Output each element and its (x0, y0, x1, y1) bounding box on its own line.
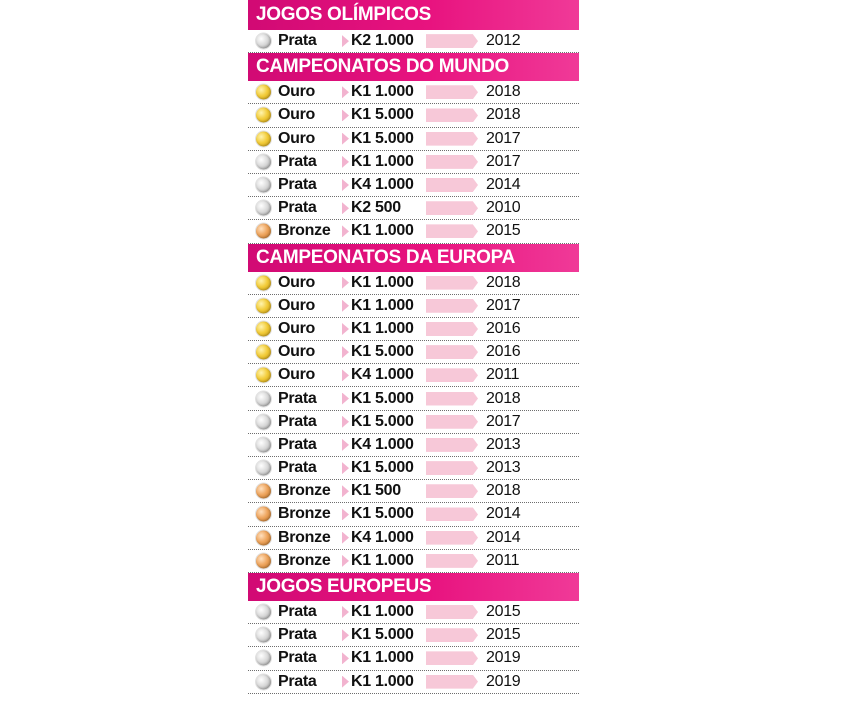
event-name: K1 1.000 (351, 603, 414, 621)
decorative-bar (426, 108, 478, 122)
bronze-medal-icon (256, 224, 271, 239)
year: 2015 (486, 603, 521, 621)
year: 2019 (486, 649, 521, 667)
ouro-medal-icon (256, 275, 271, 290)
arrow-icon (342, 156, 349, 168)
decorative-bar (426, 438, 478, 452)
event-name: K1 5.000 (351, 459, 414, 477)
arrow-icon (342, 508, 349, 520)
event-name: K1 5.000 (351, 129, 414, 147)
event-name: K1 1.000 (351, 672, 414, 690)
prata-medal-icon (256, 651, 271, 666)
medal-type: Prata (278, 389, 317, 407)
decorative-bar (426, 628, 478, 642)
year: 2018 (486, 389, 521, 407)
medal-table (248, 0, 579, 694)
year: 2015 (486, 222, 521, 240)
prata-medal-icon (256, 178, 271, 193)
medal-type: Prata (278, 152, 317, 170)
medal-type: Prata (278, 412, 317, 430)
year: 2018 (486, 482, 521, 500)
decorative-bar (426, 276, 478, 290)
prata-medal-icon (256, 154, 271, 169)
year: 2016 (486, 319, 521, 337)
prata-medal-icon (256, 201, 271, 216)
medal-type: Prata (278, 626, 317, 644)
arrow-icon (342, 532, 349, 544)
medal-row (248, 272, 579, 295)
event-name: K1 5.000 (351, 343, 414, 361)
arrow-icon (342, 629, 349, 641)
year: 2013 (486, 435, 521, 453)
event-name: K4 1.000 (351, 366, 414, 384)
year: 2017 (486, 129, 521, 147)
ouro-medal-icon (256, 85, 271, 100)
arrow-icon (342, 462, 349, 474)
year: 2014 (486, 528, 521, 546)
medal-type: Bronze (278, 528, 331, 546)
year: 2014 (486, 505, 521, 523)
event-name: K4 1.000 (351, 435, 414, 453)
medal-row (248, 197, 579, 220)
medal-row (248, 151, 579, 174)
medal-type: Prata (278, 435, 317, 453)
medal-row (248, 128, 579, 151)
event-name: K1 5.000 (351, 106, 414, 124)
medal-type: Bronze (278, 505, 331, 523)
medal-type: Prata (278, 199, 317, 217)
year: 2015 (486, 626, 521, 644)
year: 2017 (486, 412, 521, 430)
medal-row (248, 601, 579, 624)
year: 2012 (486, 32, 521, 50)
year: 2018 (486, 83, 521, 101)
decorative-bar (426, 554, 478, 568)
medal-type: Bronze (278, 222, 331, 240)
decorative-bar (426, 484, 478, 498)
prata-medal-icon (256, 391, 271, 406)
event-name: K1 1.000 (351, 296, 414, 314)
year: 2018 (486, 106, 521, 124)
year: 2019 (486, 672, 521, 690)
section-header: JOGOS EUROPEUS (248, 573, 579, 601)
medal-row (248, 174, 579, 197)
year: 2018 (486, 273, 521, 291)
prata-medal-icon (256, 34, 271, 49)
event-name: K1 1.000 (351, 83, 414, 101)
prata-medal-icon (256, 674, 271, 689)
event-name: K1 5.000 (351, 412, 414, 430)
prata-medal-icon (256, 628, 271, 643)
event-name: K1 1.000 (351, 649, 414, 667)
decorative-bar (426, 675, 478, 689)
medal-type: Prata (278, 603, 317, 621)
medal-type: Ouro (278, 366, 316, 384)
arrow-icon (342, 179, 349, 191)
arrow-icon (342, 86, 349, 98)
decorative-bar (426, 531, 478, 545)
decorative-bar (426, 224, 478, 238)
medal-type: Bronze (278, 551, 331, 569)
year: 2017 (486, 152, 521, 170)
arrow-icon (342, 202, 349, 214)
decorative-bar (426, 461, 478, 475)
year: 2011 (486, 551, 520, 569)
medal-row (248, 104, 579, 127)
medal-row (248, 527, 579, 550)
medal-type: Ouro (278, 273, 316, 291)
medal-row (248, 81, 579, 104)
event-name: K1 1.000 (351, 152, 414, 170)
medal-type: Prata (278, 649, 317, 667)
event-name: K1 5.000 (351, 626, 414, 644)
arrow-icon (342, 133, 349, 145)
year: 2017 (486, 296, 521, 314)
decorative-bar (426, 85, 478, 99)
year: 2016 (486, 343, 521, 361)
medal-type: Prata (278, 32, 317, 50)
medal-row (248, 30, 579, 53)
medal-type: Ouro (278, 343, 316, 361)
ouro-medal-icon (256, 108, 271, 123)
prata-medal-icon (256, 605, 271, 620)
ouro-medal-icon (256, 131, 271, 146)
arrow-icon (342, 323, 349, 335)
decorative-bar (426, 605, 478, 619)
event-name: K1 5.000 (351, 505, 414, 523)
arrow-icon (342, 300, 349, 312)
ouro-medal-icon (256, 321, 271, 336)
medal-row (248, 364, 579, 387)
event-name: K4 1.000 (351, 528, 414, 546)
bronze-medal-icon (256, 507, 271, 522)
prata-medal-icon (256, 414, 271, 429)
decorative-bar (426, 155, 478, 169)
decorative-bar (426, 507, 478, 521)
event-name: K1 1.000 (351, 222, 414, 240)
medal-row (248, 295, 579, 318)
bronze-medal-icon (256, 553, 271, 568)
medal-type: Ouro (278, 106, 316, 124)
event-name: K1 1.000 (351, 319, 414, 337)
decorative-bar (426, 201, 478, 215)
arrow-icon (342, 555, 349, 567)
event-name: K2 500 (351, 199, 401, 217)
arrow-icon (342, 393, 349, 405)
decorative-bar (426, 368, 478, 382)
event-name: K1 5.000 (351, 389, 414, 407)
medal-row (248, 220, 579, 243)
decorative-bar (426, 178, 478, 192)
medal-type: Bronze (278, 482, 331, 500)
decorative-bar (426, 34, 478, 48)
decorative-bar (426, 345, 478, 359)
decorative-bar (426, 415, 478, 429)
medal-row (248, 550, 579, 573)
medal-row (248, 318, 579, 341)
ouro-medal-icon (256, 298, 271, 313)
ouro-medal-icon (256, 345, 271, 360)
year: 2013 (486, 459, 521, 477)
prata-medal-icon (256, 437, 271, 452)
arrow-icon (342, 225, 349, 237)
year: 2014 (486, 176, 521, 194)
ouro-medal-icon (256, 368, 271, 383)
medal-row (248, 341, 579, 364)
medal-row (248, 480, 579, 503)
medal-row (248, 671, 579, 694)
arrow-icon (342, 652, 349, 664)
arrow-icon (342, 369, 349, 381)
medal-type: Ouro (278, 129, 316, 147)
arrow-icon (342, 416, 349, 428)
year: 2010 (486, 199, 521, 217)
event-name: K4 1.000 (351, 176, 414, 194)
medal-type: Ouro (278, 319, 316, 337)
arrow-icon (342, 606, 349, 618)
arrow-icon (342, 439, 349, 451)
medal-type: Ouro (278, 83, 316, 101)
section-header: CAMPEONATOS DO MUNDO (248, 53, 579, 81)
medal-type: Ouro (278, 296, 316, 314)
medal-row (248, 387, 579, 410)
medal-row (248, 647, 579, 670)
bronze-medal-icon (256, 484, 271, 499)
medal-type: Prata (278, 176, 317, 194)
event-name: K1 500 (351, 482, 401, 500)
medal-row (248, 624, 579, 647)
decorative-bar (426, 322, 478, 336)
decorative-bar (426, 651, 478, 665)
medal-row (248, 434, 579, 457)
arrow-icon (342, 277, 349, 289)
medal-type: Prata (278, 672, 317, 690)
year: 2011 (486, 366, 520, 384)
arrow-icon (342, 35, 349, 47)
bronze-medal-icon (256, 530, 271, 545)
event-name: K2 1.000 (351, 32, 414, 50)
section-header: CAMPEONATOS DA EUROPA (248, 244, 579, 272)
event-name: K1 1.000 (351, 551, 414, 569)
arrow-icon (342, 109, 349, 121)
section-header: JOGOS OLÍMPICOS (248, 0, 579, 30)
decorative-bar (426, 392, 478, 406)
prata-medal-icon (256, 461, 271, 476)
arrow-icon (342, 346, 349, 358)
medal-row (248, 503, 579, 526)
decorative-bar (426, 299, 478, 313)
decorative-bar (426, 132, 478, 146)
event-name: K1 1.000 (351, 273, 414, 291)
arrow-icon (342, 485, 349, 497)
medal-row (248, 457, 579, 480)
medal-type: Prata (278, 459, 317, 477)
arrow-icon (342, 676, 349, 688)
medal-row (248, 411, 579, 434)
